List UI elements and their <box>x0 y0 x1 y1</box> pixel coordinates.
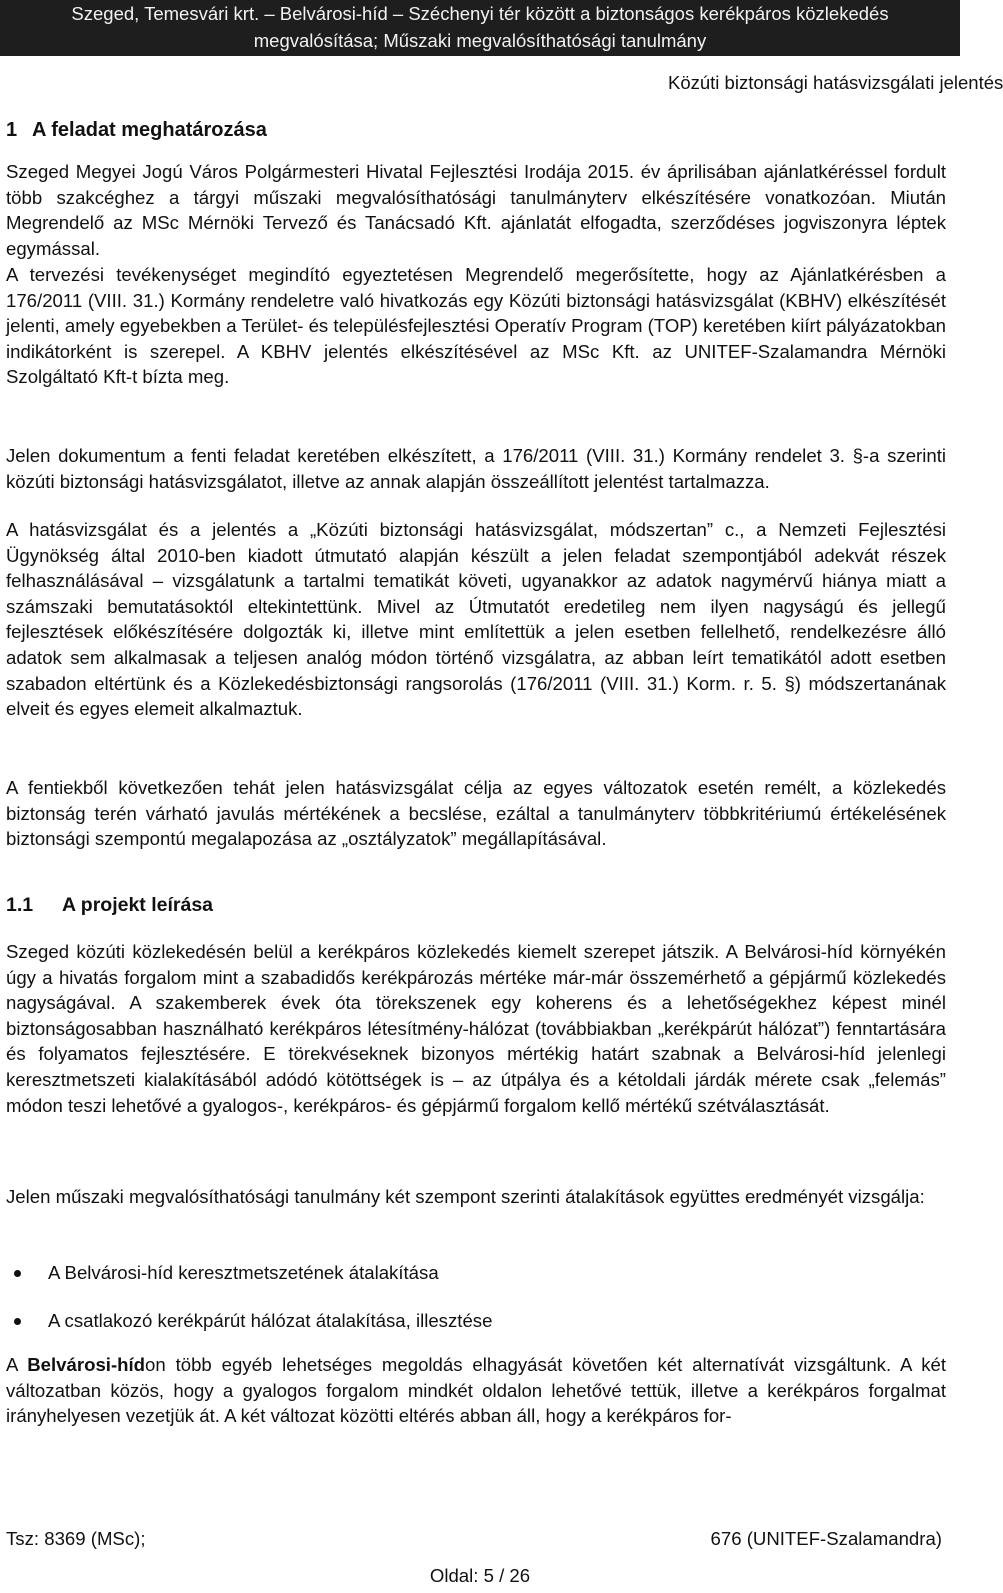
section-heading-1-1 <box>6 894 213 917</box>
bold-term: Belvárosi-híd <box>27 1354 146 1375</box>
list-item <box>6 1308 946 1356</box>
paragraph <box>6 1352 946 1429</box>
paragraph <box>6 775 946 852</box>
paragraph <box>6 262 946 390</box>
paragraph-text: Szeged Megyei Jogú Város Polgármesteri Hivatal Fejlesztési Irodája 2015. év áprilisában ajánlatkéréssel fordult több szakcéghez a tárgyi műszaki megvalósíthatósági tanulmányterv elkészítésére vonatkozóan. Miután Megrendelő az MSc Mérnöki Tervező és Tanácsadó Kft. ajánlatát elfogadta, szerződéses jogviszonyra léptek egymással. <box>6 161 946 259</box>
section-title: A projekt leírása <box>62 894 214 916</box>
bullet-list <box>6 1260 946 1356</box>
paragraph-text: Jelen dokumentum a fenti feladat keretében elkészített, a 176/2011 (VIII. 31.) Kormány rendelet 3. §-a szerinti közúti biztonsági hatásvizsgálatot, illetve az annak alapján összeállított jelentést tartalmazza. <box>6 445 946 492</box>
paragraph-text: A tervezési tevékenységet megindító egyeztetésen Megrendelő megerősítette, hogy az Ajánlatkérésben a 176/2011 (VIII. 31.) Kormány rendeletre való hivatkozás egy Közúti biztonsági hatásvizsgálat (KBHV) elkészítését jelenti, amely egyebekben a Terület- és településfejlesztési Operatív Program (TOP) keretében kiírt pályázatokban indikátorként is szerepel. A KBHV jelentés elkészítésével az MSc Kft. az UNITEF-Szalamandra Mérnöki Szolgáltató Kft-t bízta meg. <box>6 264 946 388</box>
paragraph <box>6 159 946 261</box>
report-subtitle: Közúti biztonsági hatásvizsgálati jelentés <box>668 72 1003 93</box>
paragraph-text: A hatásvizsgálat és a jelentés a „Közúti biztonsági hatásvizsgálat, módszertan” c., a Nemzeti Fejlesztési Ügynökség által 2010-ben kiadott útmutató alapján készült a jelen feladat szempontjából adekvát részek felhasználásával – vizsgálatunk a tartalmi tematikát követi, ugyanakkor az adatok nagymérvű hiánya miatt a számszaki bemutatásoktól eltekintettünk. Mivel az Útmutatót eredetileg nem ilyen nagyságú és jellegű fejlesztések előkészítésére dolgozták ki, illetve mint említettük a jelen esetben fellelhető, rendelkezésre álló adatok sem alkalmasak a teljesen analóg módon történő vizsgálatra, az abban leírt tematikától adott esetben szabadon eltértünk és a Közlekedésbiztonsági rangsorolás (176/2011 (VIII. 31.) Korm. r. 5. §) módszertanának elveit és egyes elemeit alkalmaztuk. <box>6 519 946 720</box>
header-line-1: Szeged, Temesvári krt. – Belvárosi-híd – Széchenyi tér között a biztonságos kerékpáros közlekedés <box>71 3 889 24</box>
list-item-text: A Belvárosi-híd keresztmetszetének átalakítása <box>48 1262 439 1283</box>
paragraph-text: Szeged közúti közlekedésén belül a kerékpáros közlekedés kiemelt szerepet játszik. A Belvárosi-híd környékén úgy a hivatás forgalom mint a szabadidős kerékpározás mértéke már-már összemérhető a gépjármű közlekedés nagyságával. A szakemberek évek óta törekszenek egy koherens és a lehetőségekhez képest minél biztonságosabban használható kerékpáros létesítmény-hálózat (továbbiakban „kerékpárút hálózat”) fenntartására és folyamatos fejlesztésére. E törekvéseknek bizonyos mértékig határt szabnak a Belvárosi-híd jelenlegi keresztmetszeti kialakításából adódó kötöttségek is – az útpálya és a kétoldali járdák mérete csak „felemás” módon teszi lehetővé a gyalogos-, kerékpáros- és gépjármű forgalom kellő mértékű szétválasztását. <box>6 941 946 1116</box>
section-heading-1 <box>6 119 267 142</box>
section-title: A feladat meghatározása <box>32 119 267 141</box>
bullet-icon <box>14 1270 21 1277</box>
page-number: Oldal: 5 / 26 <box>429 1565 531 1586</box>
paragraph-text: A fentiekből következően tehát jelen hatásvizsgálat célja az egyes változatok esetén remélt, a közlekedés biztonság terén várható javulás mértékének a becslése, ezáltal a tanulmányterv többkritériumú értékelésének biztonsági szempontú megalapozása az „osztályzatok” megállapításával. <box>6 777 946 850</box>
list-item <box>6 1260 946 1308</box>
section-number: 1 <box>6 119 18 141</box>
list-item-text: A csatlakozó kerékpárút hálózat átalakítása, illesztése <box>48 1310 493 1331</box>
paragraph <box>6 939 946 1118</box>
paragraph-rest: on több egyéb lehetséges megoldás elhagyását követően két alternatívát vizsgáltunk. A két változatban közös, hogy a gyalogos forgalom mindkét oldalon lehetővé tettük, illetve a kerékpáros forgalmat irányhelyesen vezetjük át. A két változat közötti eltérés abban áll, hogy a kerékpáros for- <box>6 1354 946 1427</box>
paragraph <box>6 1184 946 1210</box>
bullet-icon <box>14 1318 21 1325</box>
paragraph-text: Jelen műszaki megvalósíthatósági tanulmány két szempont szerinti átalakítások együttes eredményét vizsgálja: <box>6 1186 925 1207</box>
header-line-2: megvalósítása; Műszaki megvalósíthatósági tanulmány <box>253 30 707 51</box>
footer-job-number: Tsz: 8369 (MSc); <box>6 1528 146 1549</box>
paragraph-text <box>6 1352 946 1429</box>
paragraph <box>6 517 946 722</box>
paragraph <box>6 443 946 494</box>
section-number: 1.1 <box>6 894 34 916</box>
running-header <box>0 0 960 56</box>
paragraph-prefix: A <box>6 1354 28 1375</box>
footer-company: 676 (UNITEF-Szalamandra) <box>710 1528 942 1549</box>
